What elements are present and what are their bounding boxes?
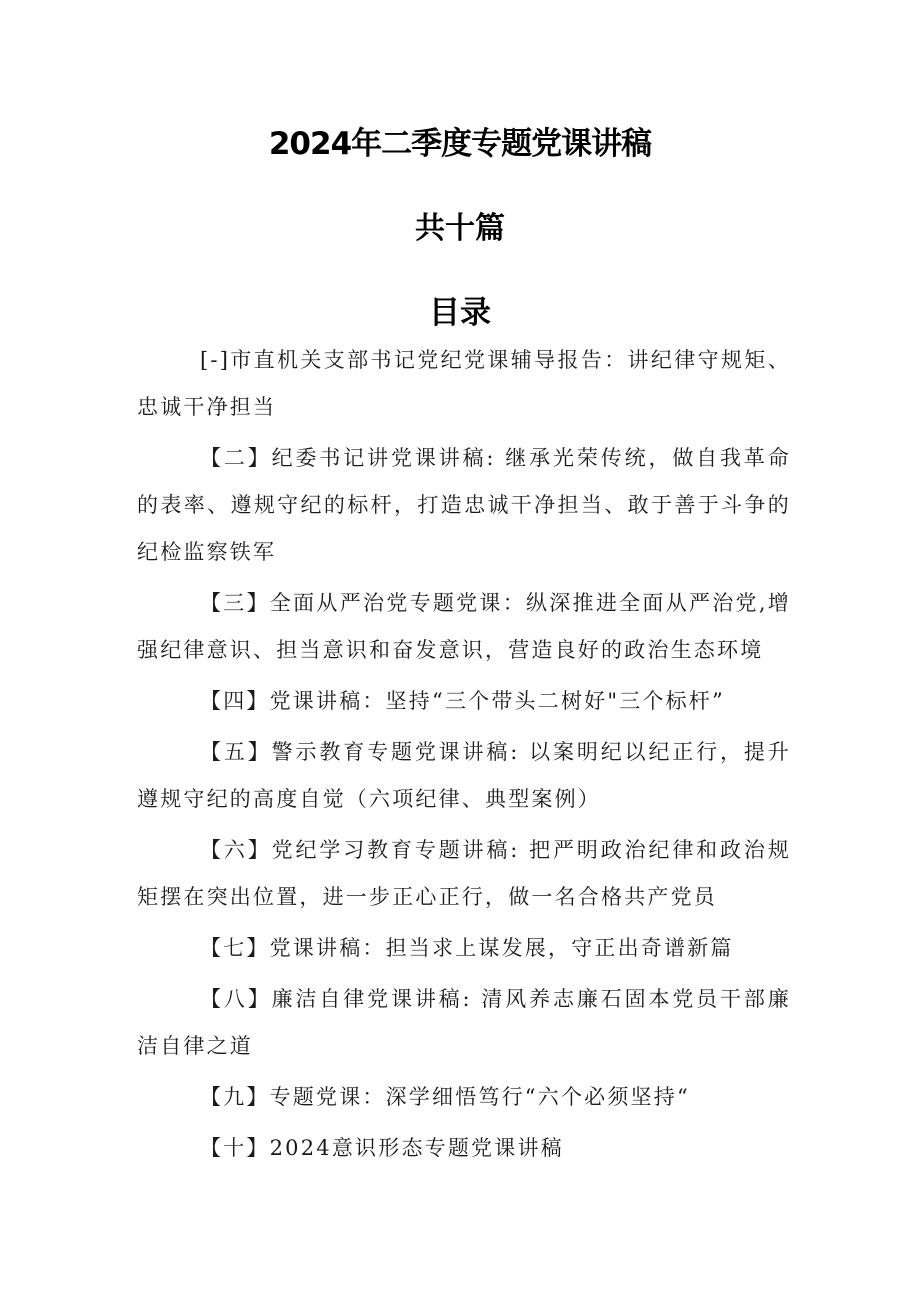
toc-item-text: 党课讲稿：坚持“三个带头二树好"三个标杆” <box>269 689 725 713</box>
toc-item-text: 党纪学习教育专题讲稿: 把严明政治纪律和政治规矩摆在突出位置，进一步正心正行，做一名合格共产党员 <box>137 838 791 909</box>
toc-item-8 <box>137 976 791 1070</box>
toc-item-3 <box>137 580 791 674</box>
toc-item-1 <box>137 337 791 431</box>
toc-item-marker: 【三】 <box>200 591 270 615</box>
toc-item-5 <box>137 729 791 823</box>
toc-item-text: 专题党课：深学细悟笃行“六个必须坚持“ <box>269 1085 690 1109</box>
toc-item-text: 2024意识形态专题党课讲稿 <box>269 1136 564 1160</box>
toc-item-marker: 【十】 <box>200 1136 270 1160</box>
toc-item-2 <box>137 435 791 576</box>
toc-item-7 <box>137 925 791 972</box>
toc-item-text: 纪委书记讲党课讲稿: 继承光荣传统，做自我革命的表率、遵规守纪的标杆，打造忠诚干净担当、敢于善于斗争的纪检监察铁军 <box>137 446 791 564</box>
document-title: 2024年二季度专题党课讲稿 <box>268 126 652 162</box>
toc-item-marker: 【八】 <box>200 987 272 1011</box>
toc-item-marker: 【九】 <box>200 1085 270 1109</box>
toc-item-4 <box>137 678 791 725</box>
document-subtitle: 共十篇 <box>415 211 505 246</box>
table-of-contents <box>137 337 791 1176</box>
toc-item-marker: 【二】 <box>200 446 272 470</box>
toc-item-marker: 【七】 <box>200 936 270 960</box>
toc-item-10 <box>137 1125 791 1172</box>
toc-item-text: 市直机关支部书记党纪党课辅导报告：讲纪律守规矩、忠诚干净担当 <box>137 348 791 419</box>
toc-item-text: 党课讲稿：担当求上谋发展，守正出奇谱新篇 <box>269 936 734 960</box>
toc-item-marker: 【六】 <box>200 838 272 862</box>
toc-item-text: 廉洁自律党课讲稿: 清风养志廉石固本党员干部廉洁自律之道 <box>137 987 791 1058</box>
toc-item-marker: 【四】 <box>200 689 270 713</box>
toc-item-6 <box>137 827 791 921</box>
toc-item-text: 警示教育专题党课讲稿: 以案明纪以纪正行，提升遵规守纪的高度自觉（六项纪律、典型案例） <box>137 740 791 811</box>
toc-item-marker: [-] <box>200 348 231 372</box>
toc-item-text: 全面从严治党专题党课：纵深推进全面从严治党,增强纪律意识、担当意识和奋发意识，营造良好的政治生态环境 <box>137 591 791 662</box>
toc-item-marker: 【五】 <box>200 740 272 764</box>
toc-heading: 目录 <box>429 295 491 331</box>
toc-item-9 <box>137 1074 791 1121</box>
